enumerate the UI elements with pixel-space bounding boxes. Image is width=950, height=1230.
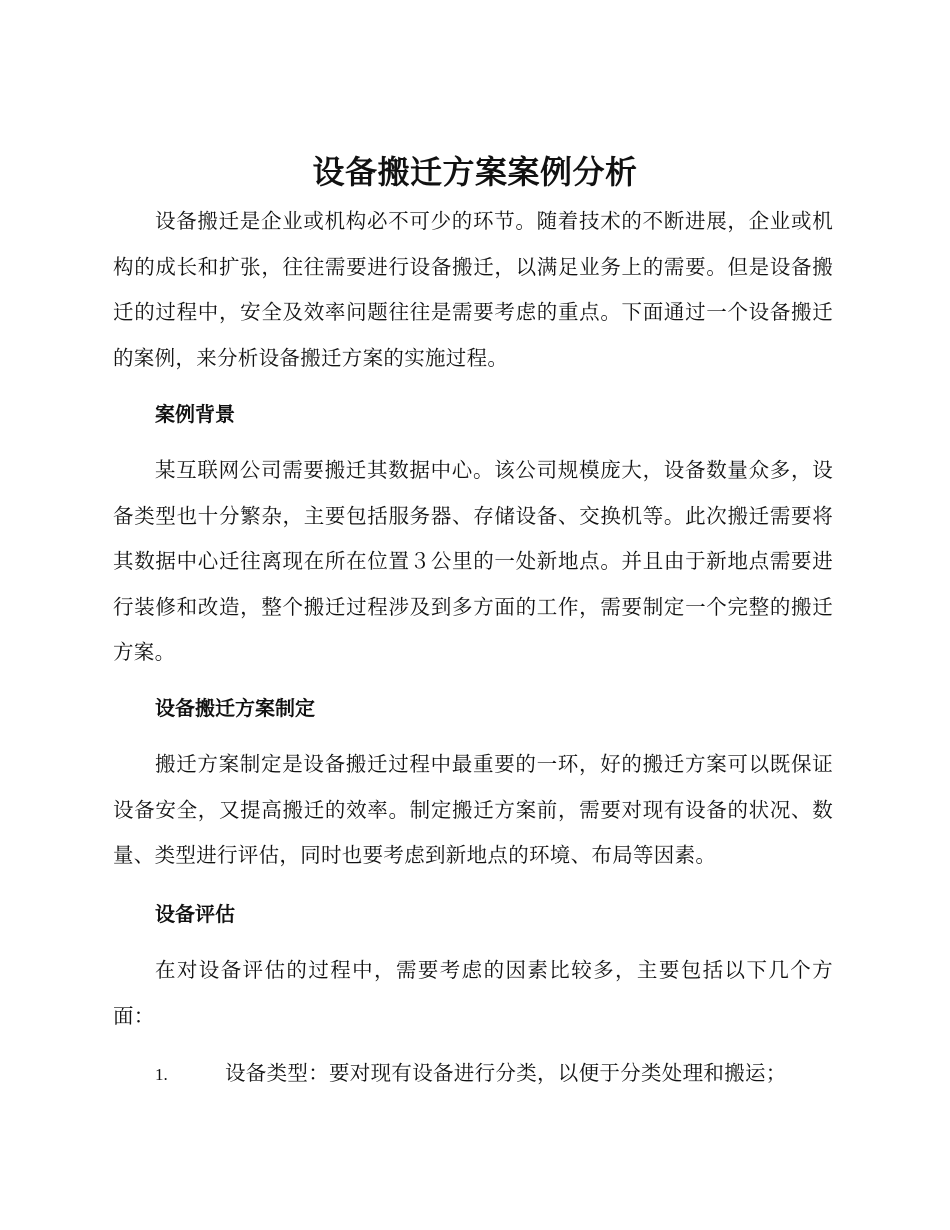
section-heading-plan: 设备搬迁方案制定 [155, 696, 315, 720]
list-item-number: 1. [155, 1065, 168, 1084]
section-body-plan: 搬迁方案制定是设备搬迁过程中最重要的一环，好的搬迁方案可以既保证设备安全，又提高搬迁的效率。制定搬迁方案前，需要对现有设备的状况、数量、类型进行评估，同时也要考虑到新地点的环境、布局等因素。 [113, 752, 833, 867]
section-body-background: 某互联网公司需要搬迁其数据中心。该公司规模庞大，设备数量众多，设备类型也十分繁杂，主要包括服务器、存储设备、交换机等。此次搬迁需要将其数据中心迁往离现在所在位置３公里的一处新地点。并且由于新地点需要进行装修和改造，整个搬迁过程涉及到多方面的工作，需要制定一个完整的搬迁方案。 [113, 458, 833, 664]
section-heading-background: 案例背景 [155, 402, 235, 426]
list-item [155, 1057, 787, 1091]
list-item-text: 设备类型：要对现有设备进行分类，以便于分类处理和搬运； [225, 1061, 787, 1085]
section-heading-evaluation: 设备评估 [155, 902, 235, 926]
intro-paragraph: 设备搬迁是企业或机构必不可少的环节。随着技术的不断进展，企业或机构的成长和扩张，往往需要进行设备搬迁，以满足业务上的需要。但是设备搬迁的过程中，安全及效率问题往往是需要考虑的重点。下面通过一个设备搬迁的案例，来分析设备搬迁方案的实施过程。 [113, 209, 833, 370]
section-body-evaluation: 在对设备评估的过程中，需要考虑的因素比较多，主要包括以下几个方面： [113, 958, 833, 1028]
document-title: 设备搬迁方案案例分析 [312, 153, 638, 191]
